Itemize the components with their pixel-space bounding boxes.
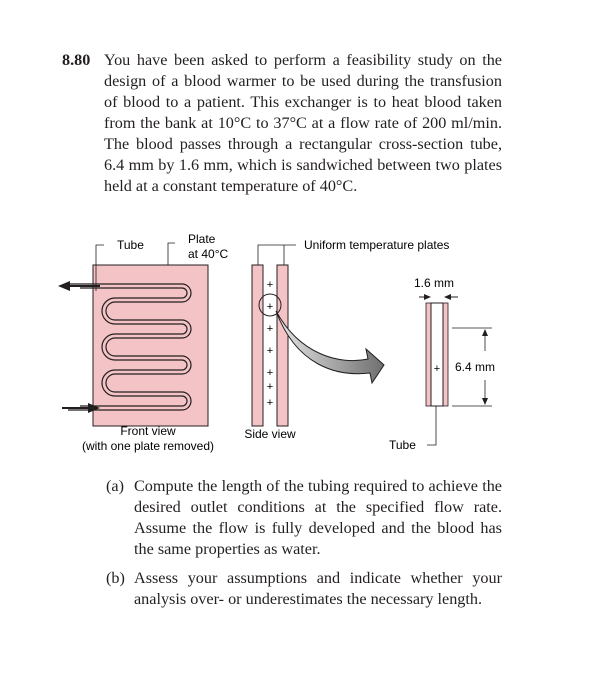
width-label: 1.6 mm <box>414 276 455 290</box>
tube-section-leader <box>427 406 436 445</box>
side-plus-5: + <box>266 367 274 379</box>
part-b-text: Assess your assumptions and indicate whether your analysis over- or underestimates the necessary length. <box>134 569 502 608</box>
side-plus-1: + <box>266 279 274 291</box>
cross-section-plate-right <box>443 303 448 406</box>
problem-text: You have been asked to perform a feasibility study on the design of a blood warmer to be used during the transfusion of blood to a patient. This exchanger is to heat blood taken from the bank at 10°C to 37°C at a flow rate of 200 ml/min. The blood passes through a rectangular cross-section tube, 6.4 mm by 1.6 mm, which is sandwiched between two plates held at a constant temperature of 40°C. <box>104 51 502 195</box>
side-plus-4: + <box>266 345 274 357</box>
side-plate-right <box>277 265 288 426</box>
side-plus-3: + <box>266 323 274 335</box>
problem-parts <box>106 476 502 618</box>
plate-label-line1: Plate <box>188 232 216 246</box>
side-view-tube-sections <box>267 279 273 409</box>
side-view-caption: Side view <box>244 427 296 441</box>
cross-section-tube <box>431 303 443 406</box>
part-a-text: Compute the length of the tubing required to achieve the desired outlet conditions at the specified flow rate. Assume the flow is fully developed and the blood has the same properties as water. <box>134 477 502 558</box>
cross-section-plate-left <box>426 303 431 406</box>
cross-section-plus: + <box>433 363 441 375</box>
height-arrow-bottom <box>482 398 488 405</box>
plate-label-line2: at 40°C <box>188 247 229 261</box>
problem-statement <box>62 50 502 197</box>
height-label: 6.4 mm <box>455 360 496 374</box>
height-arrow-top <box>482 329 488 336</box>
side-plate-left <box>252 265 263 426</box>
front-view-caption-line1: Front view <box>120 424 176 438</box>
tube-label: Tube <box>117 238 144 252</box>
width-dimension <box>419 294 458 300</box>
side-plus-7: + <box>266 397 274 409</box>
front-view-caption-line2: (with one plate removed) <box>81 439 215 453</box>
part-a-label: (a) <box>106 477 124 495</box>
uniform-plates-label: Uniform temperature plates <box>304 238 450 252</box>
side-plus-6: + <box>266 381 274 393</box>
uniform-plates-leader <box>258 245 296 265</box>
problem-number: 8.80 <box>62 51 91 69</box>
plate-leader <box>168 243 175 265</box>
blood-warmer-figure <box>0 225 611 465</box>
tube-section-label: Tube <box>389 438 416 452</box>
side-plus-2: + <box>266 301 274 313</box>
part-a <box>106 476 502 560</box>
detail-arrow <box>276 311 384 383</box>
part-b-label: (b) <box>106 569 125 587</box>
part-b <box>106 568 502 610</box>
